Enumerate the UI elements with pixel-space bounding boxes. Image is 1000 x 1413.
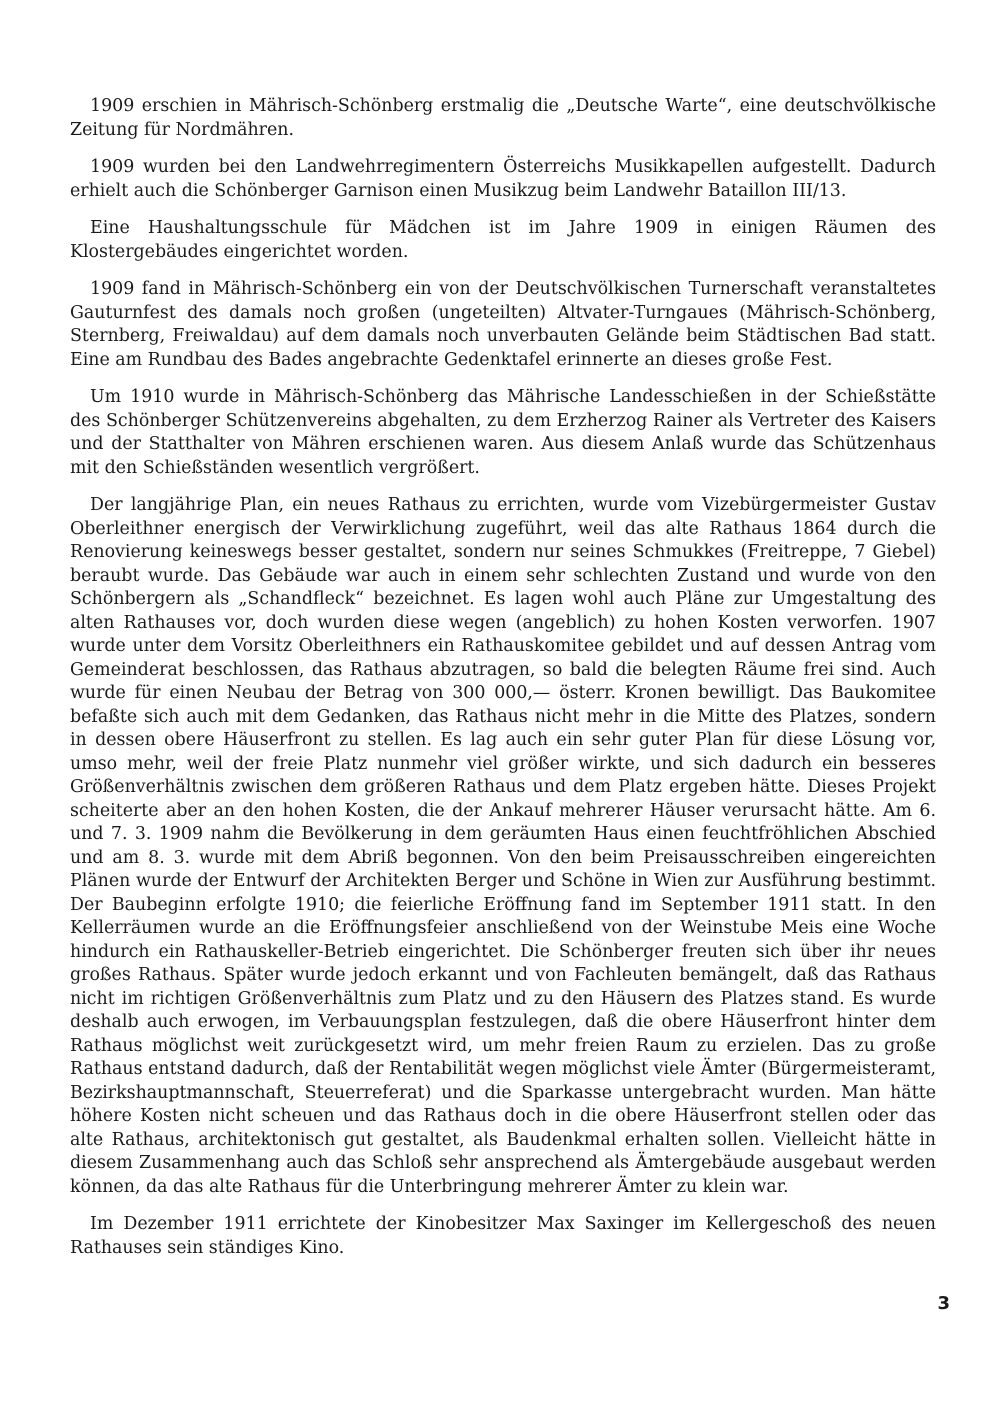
page-number: 3	[937, 1293, 950, 1314]
paragraph-deutsche-warte: 1909 erschien in Mährisch-Schönberg erstmalig die „Deutsche Warte“, eine deutschvölkische Zeitung für Nordmähren.	[70, 96, 936, 140]
paragraph-rathaus: Der langjährige Plan, ein neues Rathaus zu errichten, wurde vom Vizebürgermeister Gustav Oberleithner energisch der Verwirklichung zugeführt, weil das alte Rathaus 1864 durch die Renovierung keineswegs besser gestaltet, sondern nur seines Schmukkes (Freitreppe, 7 Giebel) beraubt wurde. Das Gebäude war auch in einem sehr schlechten Zustand und wurde von den Schönbergern als „Schandfleck“ bezeichnet. Es lagen wohl auch Pläne zur Umgestaltung des alten Rathauses vor, doch wurden diese wegen (angeblich) zu hohen Kosten verworfen. 1907 wurde unter dem Vorsitz Oberleithners ein Rathauskomitee gebildet und auf dessen Antrag vom Gemeinderat beschlossen, das Rathaus abzutragen, so bald die belegten Räume frei sind. Auch wurde für einen Neubau der Betrag von 300 000,— österr. Kronen bewilligt. Das Baukomitee befaßte sich auch mit dem Gedanken, das Rathaus nicht mehr in die Mitte des Platzes, sondern in dessen obere Häuserfront zu stellen. Es lag auch ein sehr guter Plan für diese Lösung vor, umso mehr, weil der freie Platz nunmehr viel größer wirkte, und sich dadurch ein besseres Größenverhältnis zwischen dem größeren Rathaus und dem Platz ergeben hätte. Dieses Projekt scheiterte aber an den hohen Kosten, die der Ankauf mehrerer Häuser verursacht hätte. Am 6. und 7. 3. 1909 nahm die Bevölkerung in dem geräumten Haus einen feuchtfröhlichen Abschied und am 8. 3. wurde mit dem Abriß begonnen. Von den beim Preisausschreiben eingereichten Plänen wurde der Entwurf der Architekten Berger und Schöne in Wien zur Ausführung bestimmt. Der Baubeginn erfolgte 1910; die feierliche Eröffnung fand im September 1911 statt. In den Kellerräumen wurde an die Eröffnungsfeier anschließend von der Weinstube Meis eine Woche hindurch ein Rathauskeller-Betrieb eingerichtet. Die Schönberger freuten sich über ihr neues großes Rathaus. Später wurde jedoch erkannt und von Fachleuten bemängelt, daß das Rathaus nicht im richtigen Größenverhältnis zum Platz und zu den Häusern des Platzes stand. Es wurde deshalb auch erwogen, im Verbauungsplan festzulegen, daß die obere Häuserfront hinter dem Rathaus möglichst weit zurückgesetzt wird, um mehr freien Raum zu erzielen. Das zu große Rathaus entstand dadurch, daß der Rentabilität wegen möglichst viele Ämter (Bürgermeisteramt, Bezirkshauptmannschaft, Steuerreferat) und die Sparkasse untergebracht wurden. Man hätte höhere Kosten nicht scheuen und das Rathaus doch in die obere Häuserfront stellen oder das alte Rathaus, architektonisch gut gestaltet, als Baudenkmal erhalten sollen. Vielleicht hätte in diesem Zusammenhang auch das Schloß sehr ansprechend als Ämtergebäude ausgebaut werden können, da das alte Rathaus für die Unterbringung mehrerer Ämter zu klein war.	[70, 495, 936, 1197]
body-text	[70, 95, 936, 1274]
paragraph-haushaltungsschule: Eine Haushaltungsschule für Mädchen ist im Jahre 1909 in einigen Räumen des Klostergebäudes eingerichtet worden.	[70, 218, 936, 262]
paragraph-kino: Im Dezember 1911 errichtete der Kinobesitzer Max Saxinger im Kellergeschoß des neuen Rathauses sein ständiges Kino.	[70, 1214, 936, 1258]
paragraph-musikkapellen: 1909 wurden bei den Landwehrregimentern Österreichs Musikkapellen aufgestellt. Dadurch erhielt auch die Schönberger Garnison einen Musikzug beim Landwehr Bataillon III/13.	[70, 157, 936, 201]
paragraph-landesschiessen: Um 1910 wurde in Mährisch-Schönberg das Mährische Landesschießen in der Schießstätte des Schönberger Schützenvereins abgehalten, zu dem Erzherzog Rainer als Vertreter des Kaisers und der Statthalter von Mähren erschienen waren. Aus diesem Anlaß wurde das Schützenhaus mit den Schießständen wesentlich vergrößert.	[70, 387, 936, 478]
paragraph-gauturnfest: 1909 fand in Mährisch-Schönberg ein von der Deutschvölkischen Turnerschaft veranstaltetes Gauturnfest des damals noch großen (ungeteilten) Altvater-Turngaues (Mährisch-Schönberg, Sternberg, Freiwaldau) auf dem damals noch unverbauten Gelände beim Städtischen Bad statt. Eine am Rundbau des Bades angebrachte Gedenktafel erinnerte an dieses große Fest.	[70, 279, 936, 370]
